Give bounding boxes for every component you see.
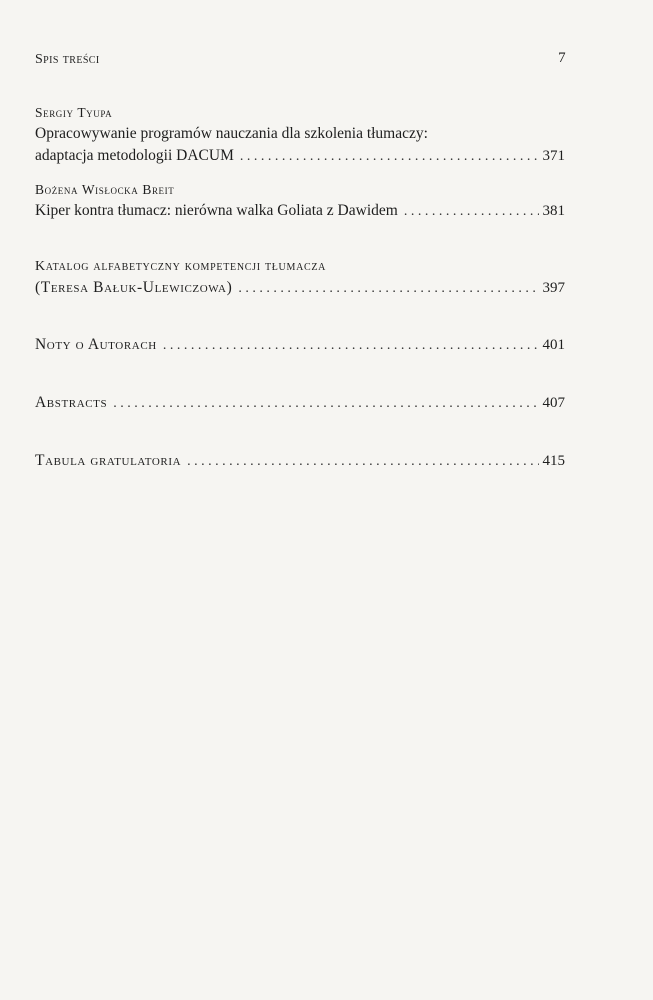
running-head (35, 50, 566, 72)
section-title: Spis treści (35, 52, 100, 67)
toc-row (35, 145, 565, 168)
entry-title-line: adaptacja metodologii DACUM (35, 147, 234, 164)
entry-page-number: 401 (542, 337, 565, 353)
entry-title-line: Abstracts (35, 394, 108, 411)
dot-leader (238, 278, 538, 300)
entry-title-line: Kiper kontra tłumacz: nierówna walka Goliata z Dawidem (35, 202, 398, 219)
toc-row (35, 334, 565, 357)
dot-leader (113, 393, 538, 415)
entry-title-line: Tabula gratulatoria (35, 452, 182, 469)
toc-row (35, 200, 565, 223)
entry-page-number: 415 (542, 453, 565, 469)
entry-author: Sergiy Tyupa (35, 105, 113, 120)
dot-leader (404, 201, 539, 223)
toc-entry-tabula (35, 450, 565, 473)
entry-author: Bożena Wisłocka Breit (35, 182, 175, 197)
dot-leader (163, 335, 539, 357)
toc-row (35, 450, 565, 473)
entry-title-line: (Teresa Bałuk-Ulewiczowa) (35, 279, 233, 296)
entry-title-line: Opracowywanie programów nauczania dla szkolenia tłumaczy: (35, 125, 428, 142)
toc-entry-tyupa (35, 103, 565, 168)
entry-title-line: Katalog alfabetyczny kompetencji tłumacza (35, 259, 327, 274)
entry-page-number: 381 (542, 203, 565, 219)
toc-entry-katalog (35, 257, 565, 300)
entry-title-line: Noty o Autorach (35, 336, 157, 353)
dot-leader (240, 146, 539, 168)
page-number: 7 (558, 50, 566, 66)
toc-row (35, 392, 565, 415)
entry-page-number: 371 (542, 148, 565, 164)
toc-entry-wislocka-breit (35, 180, 565, 223)
toc-entry-abstracts (35, 392, 565, 415)
toc-entry-noty (35, 334, 565, 357)
entry-page-number: 407 (542, 395, 565, 411)
toc-row (35, 277, 565, 300)
dot-leader (187, 451, 538, 473)
entry-page-number: 397 (542, 280, 565, 296)
